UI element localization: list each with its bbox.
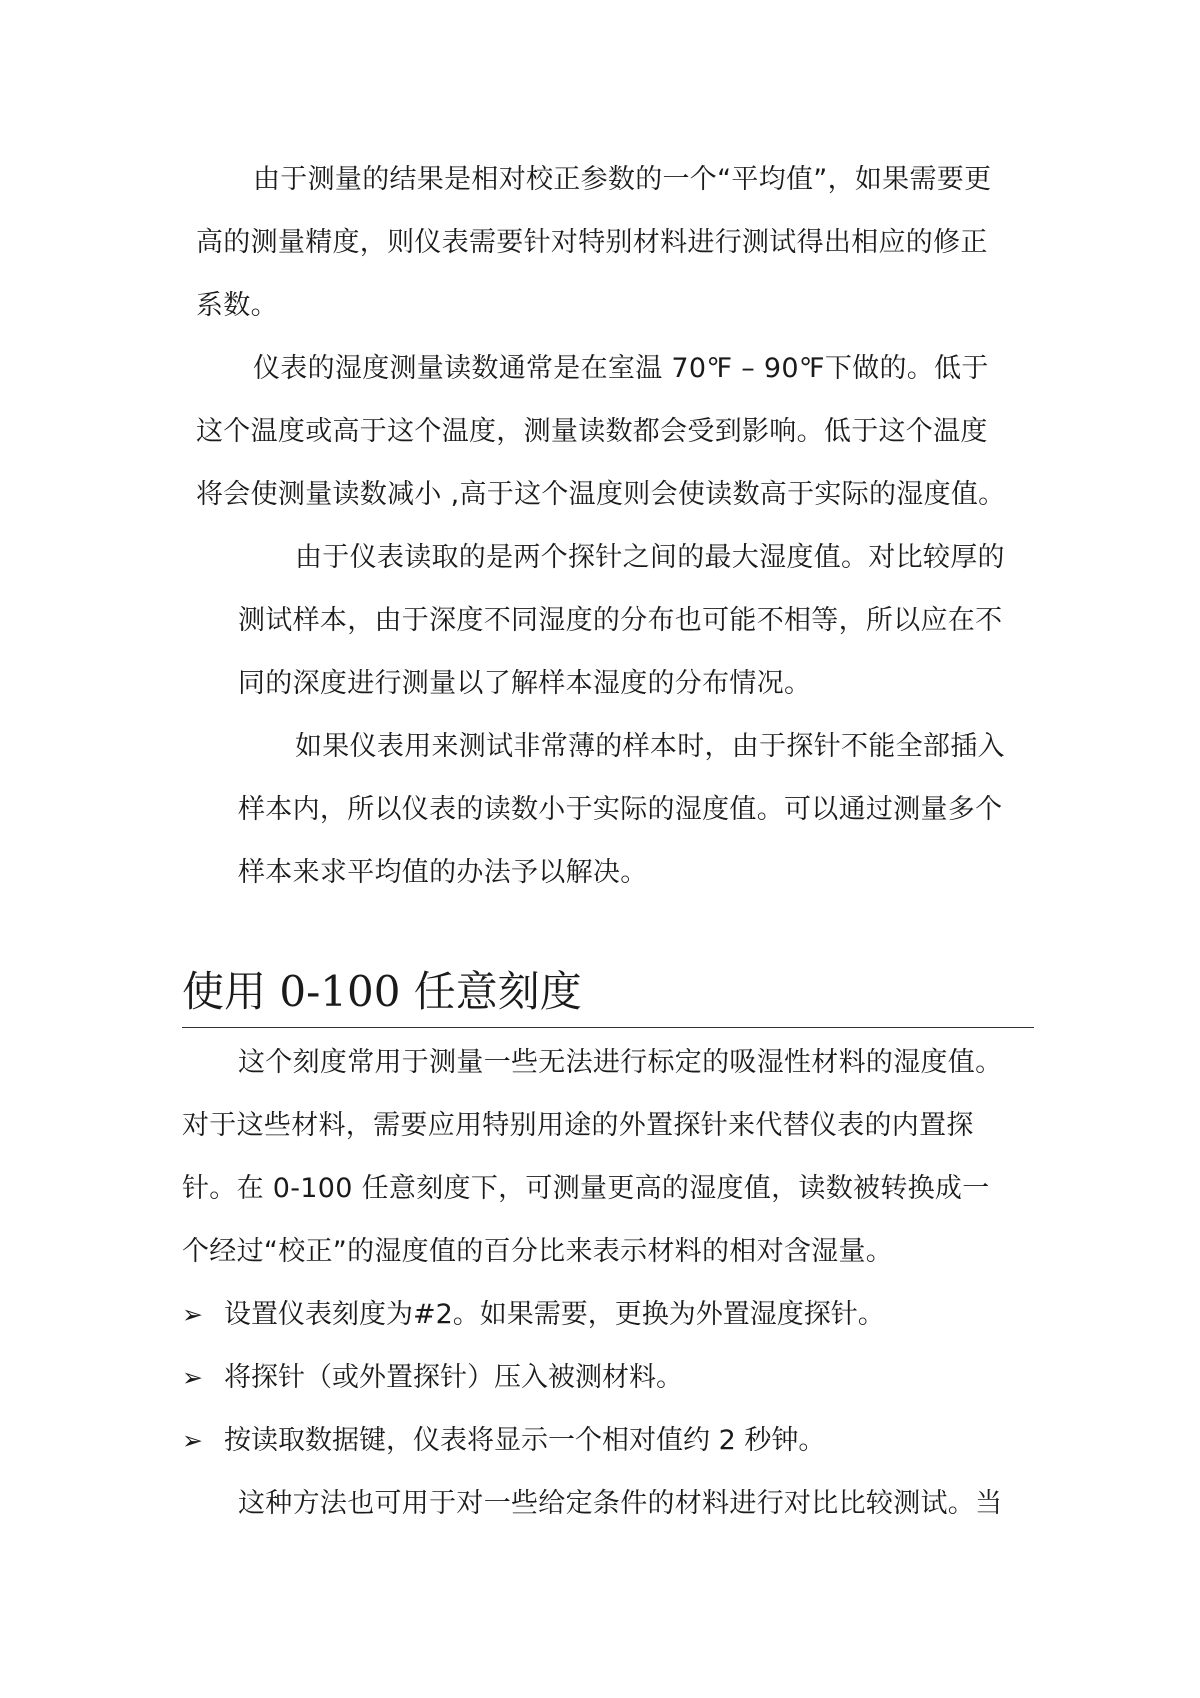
section-intro-line-2: 对于这些材料，需要应用特别用途的外置探针来代替仪表的内置探 <box>182 1110 974 1141</box>
paragraph-3-line-1: 由于仪表读取的是两个探针之间的最大湿度值。对比较厚的 <box>295 542 1005 573</box>
paragraph-1-line-1: 由于测量的结果是相对校正参数的一个“平均值”，如果需要更 <box>253 164 992 195</box>
paragraph-4-line-2: 样本内，所以仪表的读数小于实际的湿度值。可以通过测量多个 <box>238 794 1003 825</box>
paragraph-1-line-3: 系数。 <box>196 290 278 321</box>
paragraph-4-line-3: 样本来求平均值的办法予以解决。 <box>238 857 648 888</box>
paragraph-3-line-3: 同的深度进行测量以了解样本湿度的分布情况。 <box>238 668 812 699</box>
paragraph-3-line-2: 测试样本，由于深度不同湿度的分布也可能不相等，所以应在不 <box>238 605 1003 636</box>
bullet-arrow-icon: ➢ <box>182 1363 203 1392</box>
section-intro-line-1: 这个刻度常用于测量一些无法进行标定的吸湿性材料的湿度值。 <box>238 1047 1003 1078</box>
paragraph-4-line-1: 如果仪表用来测试非常薄的样本时，由于探针不能全部插入 <box>295 731 1005 762</box>
bullet-arrow-icon: ➢ <box>182 1426 203 1455</box>
closing-line: 这种方法也可用于对一些给定条件的材料进行对比比较测试。当 <box>238 1488 1003 1519</box>
section-intro-line-4: 个经过“校正”的湿度值的百分比来表示材料的相对含湿量。 <box>182 1236 894 1267</box>
bullet-arrow-icon: ➢ <box>182 1300 203 1329</box>
section-heading: 使用 0-100 任意刻度 <box>182 967 582 1016</box>
paragraph-2-line-3: 将会使测量读数减小 ,高于这个温度则会使读数高于实际的湿度值。 <box>196 479 1006 510</box>
paragraph-1-line-2: 高的测量精度，则仪表需要针对特别材料进行测试得出相应的修正 <box>196 227 988 258</box>
paragraph-2-line-1: 仪表的湿度测量读数通常是在室温 70℉ – 90℉下做的。低于 <box>253 353 989 384</box>
bullet-item-1: 设置仪表刻度为#2。如果需要，更换为外置湿度探针。 <box>224 1299 885 1330</box>
bullet-item-3: 按读取数据键，仪表将显示一个相对值约 2 秒钟。 <box>224 1425 826 1456</box>
bullet-item-2: 将探针（或外置探针）压入被测材料。 <box>224 1362 683 1393</box>
paragraph-2-line-2: 这个温度或高于这个温度，测量读数都会受到影响。低于这个温度 <box>196 416 988 447</box>
section-intro-line-3: 针。在 0-100 任意刻度下，可测量更高的湿度值，读数被转换成一 <box>182 1173 990 1204</box>
heading-underline <box>182 1027 1034 1028</box>
